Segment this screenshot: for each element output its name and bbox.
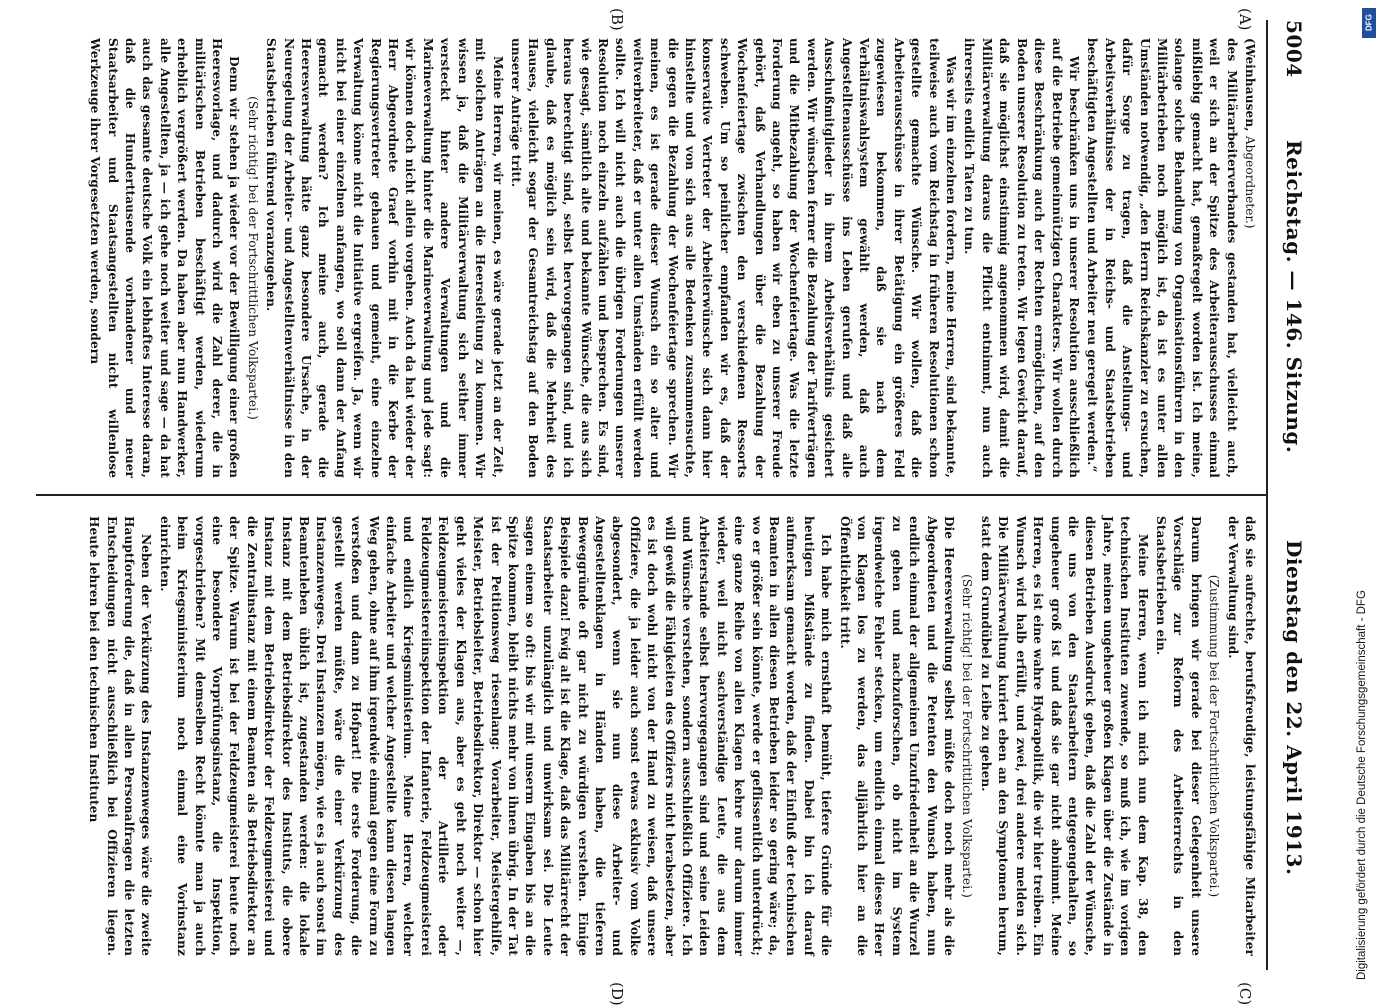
right-column xyxy=(84,516,1258,956)
speaker-name: (Weinhausen, xyxy=(1243,38,1257,132)
paragraph: Meine Herren, wir meinen, es wäre gerade jetzt an der Zeit, mit solchen Anträgen an die Heeresleitung zu kommen. Wir wissen ja, daß die Militärverwaltung sich seither immer versteckt hinter andere Verwaltungen und die Marineverwaltung hinter die Marineverwaltung und jede sagt: wir können doch nicht allein vorgehen. Auch da hat wieder der Herr Abgeordnete Graef vorhin mit in die Kerbe der Regierungsvertreter gehauen und gemeint, eine einzelne Verwaltung könne nicht die Initiative ergreifen. Ja, wenn wir nicht bei einer einzelnen anfangen, wo soll dann der Anfang gemacht werden? Ich meine auch, gerade die Heeresverwaltung hätte ganz besondere Ursache, in der Neuregelung der Arbeiter- und Angestelltenverhältnisse in den Staatsbetrieben führend voranzugehen. xyxy=(264,38,505,478)
left-column xyxy=(85,38,1258,478)
speaker-line xyxy=(1241,38,1258,478)
paragraph: Meine Herren, wenn ich mich nun dem Kap. 38, den technischen Instituten zuwende, so muß ich, wie im vorigen Jahre, meinen ungeheuer großen Klagen über die Zustände in diesen Betrieben Ausdruck geben, daß die Zahl der Wünsche, die uns von den Staatsarbeitern entgegengehalten, so ungeheuer groß ist und daß sie gar nicht abnimmt. Meine Herren, es ist eine wahre Hydrapolitik, die wir hier treiben. Ein Wunsch wird halb erfüllt, und zwei, drei andere melden sich. Die Militärverwaltung kuriert eben an den Symptomen herum, statt dem Grundübel zu Leibe zu gehen. xyxy=(978,516,1150,956)
speaker-role: Abgeordneter.) xyxy=(1243,135,1257,229)
margin-marker-b: (B) xyxy=(608,8,626,31)
rotated-page xyxy=(36,8,1316,1006)
paragraph: Die Heeresverwaltung selbst müßte doch noch mehr als die Abgeordneten und die Petenten den Wunsch haben, nun endlich einmal der allgemeinen Unzufriedenheit an die Wurzel zu gehen und nachzuforschen, ob nicht im System irgendwelche Fehler stecken, um endlich einmal dieses Heer von Klagen los zu werden, das alljährlich hier an die Öffentlichkeit tritt. xyxy=(837,516,957,956)
paragraph: des Militärarbeiterverbandes gestanden hat, vielleicht auch, weil er sich an der Spitze des Arbeiterausschusses einmal mißliebig gemacht hat, gemaßregelt worden ist. Ich meine, solange solche Behandlung von Organisationsführern in den Militärbetrieben noch möglich ist, da ist es unter allen Umständen notwendig, „den Herrn Reichskanzler zu ersuchen, dafür Sorge zu tragen, daß die Anstellungs- und Arbeitsverhältnisse der in Reichs- und Staatsbetrieben beschäftigten Angestellten und Arbeiter neu geregelt werden.“ xyxy=(1085,38,1239,478)
margin-marker-a: (A) xyxy=(1236,8,1254,31)
session-title: Reichstag. — 146. Sitzung. xyxy=(1282,140,1306,454)
interjection: (Zustimmung bei der Fortschrittlichen Volkspartei.) xyxy=(1207,574,1222,898)
paragraph: Darum bringen wir gerade bei dieser Gelegenheit unsere Vorschläge zur Reform des Arbeiterrechts in den Staatsbetrieben ein. xyxy=(1153,516,1203,956)
margin-marker-d: (D) xyxy=(608,982,626,1006)
margin-marker-c: (C) xyxy=(1236,982,1254,1006)
digitization-credit: Digitalisierung gefördert durch die Deutsche Forschungsgemeinschaft - DFG xyxy=(1356,590,1368,980)
column-divider xyxy=(36,494,1268,496)
paragraph: Ich habe mich ernsthaft bemüht, tiefere Gründe für die heutigen Mißstände zu finden. Dabei bin ich darauf aufmerksam gemacht worden, daß der Einfluß der technischen Beamten in allen diesen Betrieben leider so gering wäre; da, wo er größer sein könnte, werde er geflissentlich unterdrückt; eine ganze Reihe von allen Klagen kehre nur darum immer wieder, weil nicht sachverständige Leute, die aus dem Arbeiterstande selbst hervorgegangen sind und seine Leiden und Wünsche verstehen, sondern ausschließlich Offiziere. Ich will gewiß die Fähigkeiten des Offiziers nicht herabsetzen, aber es ist doch wohl nicht von der Hand zu weisen, daß unsere Offiziere, die ja leider auch sonst etwas exklusiv vom Volke abgesondert, wenn sie nun diese Arbeiter- und Angestelltenklagen in Händen haben, die tieferen Beweggründe oft gar nicht zu würdigen verstehen. Einige Beispiele dazu! Ewig alt ist die Klage, daß das Militärrecht der Staatsarbeiter unzulänglich und unwirksam sei. Die Leute sagen einem so oft: bis wir mit unserm Eingaben bis an die Spitze kommen, bleibt nichts mehr von ihnen übrig. In der Tat ist der Petitionsweg riesenlang: Vorarbeiter, Meistergehilfe, Meister, Betriebsleiter, Betriebsdirektor, Direktor — schon hier geht vieles der Klagen aus, aber es geht noch weiter —, Feldzeugmeistereiinspektion der Artillerie oder Feldzeugmeistereiinspektion der Infanterie, Feldzeugmeisterei und endlich Kriegsministerium. Meine Herren, welcher einfache Arbeiter und welcher Angestellte kann diesen langen Weg gehen, ohne auf ihm irgendwie einmal gegen eine Form zu verstoßen und dann zu Hofpart! Die erste Forderung, die gestellt werden müßte, wäre die einer Verkürzung des Instanzenweges. Drei Instanzen mögen, wie es ja auch sonst im Beamtenleben üblich ist, zugestanden werden: die lokale Instanz mit dem Betriebsdirektor des Instituts, die obere Instanz mit dem Betriebsdirektor der Feldzeugmeisterei und die Zentralinstanz mit einem Beamten als Betriebsdirektor an der Spitze. Warum ist bei der Feldzeugmeisterei heute noch eine besondere Vorprüfungsinstanz, die Inspektion, vorgeschrieben? Mit demselben Recht könnte man ja auch beim Kriegsministerium noch einmal eine Vorinstanz einrichten. xyxy=(157,516,834,956)
paragraph: Was wir im einzelnen fordern, meine Herren, sind bekannte, teilweise auch vom Reichstag in früheren Resolutionen schon gestellte gemachte Wünsche. Wir wollen, daß die Arbeiterausschüsse in ihrer Betätigung ein größeres Feld zugewiesen bekommen, daß sie nach dem Verhältniswahlsystem gewählt werden, daß auch Angestelltenausschüsse ins Leben gerufen und daß alle Ausschußmitglieder in ihrem Arbeitsverhältnis gesichert werden. Wir wünschen ferner die Bezahlung der Tarifverträgen und die Mitbezahlung der Wochenfeiertage. Was die letzte Forderung angeht, so haben wir eben zu unserer Freude gehört, daß Verhandlungen über die Bezahlung der Wochenfeiertage zwischen den verschiedenen Ressorts schweben. Um so peinlicher empfanden wir es, daß der konservative Vertreter der Arbeiterwünsche sich dann hier hinstellte und von sich aus alle Bedenken zusammensuchte, die gegen die Bezahlung der Wochenfeiertage sprechen. Wir meinen, es ist gerade dieser Wunsch ein so alter und weitverbreiteter, daß er unter allen Umständen erfüllt werden sollte. Ich will nicht auch die übrigen Forderungen unserer Resolution noch einzeln aufzählen und besprechen. Es sind, wie gesagt, sämtlich alte und bekannte Wünsche, die aus sich heraus berechtigt sind, selbst hervorgegangen sind, und ich glaube, daß es möglich sein wird, daß die Mehrheit des Hauses, vielleicht sogar der Gesamtreichstag auf den Boden unserer Anträge tritt. xyxy=(508,38,959,478)
paragraph: Neben der Verkürzung des Instanzenweges wäre die zweite Hauptforderung die, daß in allen Personalfragen die letzten Entscheidungen nicht ausschließlich bei Offizieren liegen. Heute lehren bei den technischen Instituten xyxy=(87,516,154,956)
paragraph: Denn wir stehen ja wieder vor der Bewilligung einer großen Heeresvorlage, und dadurch wird die Zahl derer, die in militärischen Betrieben beschäftigt werden, wiederum erheblich vergrößert werden. Da haben aber nun Handwerker, alle Angestellten, ja — ich gehe noch weiter und sage — da hat auch das gesamte deutsche Volk ein lebhaftes Interesse daran, daß die Hunderttausende vorhandener und neuer Staatsarbeiter und Staatsangestellten nicht willenlose Werkzeuge ihrer Vorgesetzten werden, sondern xyxy=(88,38,242,478)
paragraph: Wir beschränken uns in unserer Resolution ausschließlich auf die Betriebe gemeinnützigen Charakters. Wir wollen durch diese Beschränkung auch der Rechten ermöglichen, auf den Boden unserer Resolution zu treten. Wir legen Gewicht darauf, daß sie möglichst einstimmig angenommen wird, damit die Militärverwaltung daraus die Pflicht entnimmt, nun auch ihrerseits endlich Taten zu tun. xyxy=(962,38,1081,478)
interjection: (Sehr richtig! bei der Fortschrittlichen Volkspartei.) xyxy=(960,574,975,898)
date-title: Dienstag den 22. April 1913. xyxy=(1282,540,1306,876)
dfg-logo: DFG xyxy=(1362,8,1376,38)
page-number: 5004 xyxy=(1282,20,1306,78)
interjection: (Sehr richtig! bei der Fortschrittlichen Volkspartei.) xyxy=(245,96,260,420)
paragraph: daß sie aufrechte, berufsfreudige, leistungsfähige Mitarbeiter der Verwaltung sind. xyxy=(1225,516,1257,956)
page-header xyxy=(1266,20,1316,970)
